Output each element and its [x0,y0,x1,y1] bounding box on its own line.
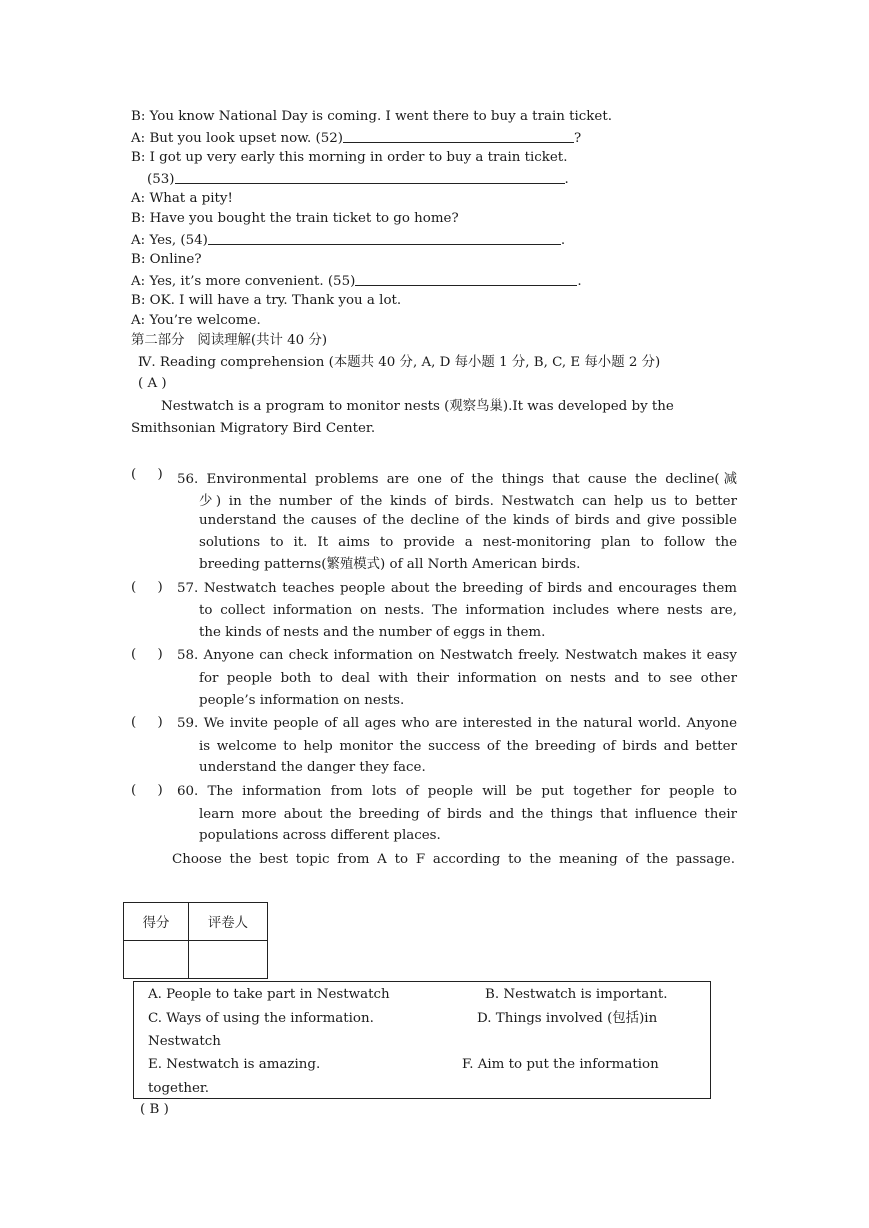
question-line: the kinds of nests and the number of eggs in them. [199,625,546,640]
dialogue-line [131,212,459,225]
question-line: 58. Anyone can check information on Nestwatch freely. Nestwatch makes it easy [177,648,737,663]
question-line: 56. Environmental problems are one of the things that cause the decline(减 [177,472,737,487]
question-line: 57. Nestwatch teaches people about the breeding of birds and encourages them [177,581,737,596]
answer-blank-53[interactable] [175,171,565,184]
question-line: 59. We invite people of all ages who are interested in the natural world. Anyone [177,716,737,731]
punctuation: . [564,172,569,187]
answer-bracket[interactable]: ( ) [131,783,163,798]
dialogue-text: B: You know National Day is coming. I went there to buy a train ticket. [131,109,612,124]
question-line: people’s information on nests. [199,693,405,708]
question-line: to collect information on nests. The information includes where nests are, [199,603,737,618]
dialogue-line [147,171,569,186]
part-a-label: ( A ) [138,376,167,391]
punctuation: . [577,274,582,289]
option-f: F. Aim to put the information [462,1057,659,1072]
grader-header: 评卷人 [189,903,268,941]
question-line: solutions to it. It aims to provide a nest-monitoring plan to follow the [199,535,737,550]
dialogue-text: B: Have you bought the train ticket to go home? [131,211,459,226]
option-d: D. Things involved (包括)in [477,1011,658,1026]
dialogue-line [131,110,612,123]
answer-bracket[interactable]: ( ) [131,467,163,482]
answer-bracket[interactable]: ( ) [131,580,163,595]
score-table [123,902,268,979]
question-line: learn more about the breeding of birds and the things that influence their [199,807,737,822]
dialogue-line [131,294,401,307]
section-title: 第二部分 阅读理解(共计 40 分) [131,333,328,348]
question-line: understand the causes of the decline of the kinds of birds and give possible [199,513,737,528]
punctuation: ? [574,131,582,146]
instruction: Choose the best topic from A to F according to the meaning of the passage. [172,852,735,867]
dialogue-text: B: Online? [131,252,202,267]
option-a: A. People to take part in Nestwatch [148,987,390,1002]
dialogue-text: A: Yes, it’s more convenient. (55) [131,274,356,289]
dialogue-text: (53) [147,172,175,187]
question-line: understand the danger they face. [199,760,426,775]
answer-bracket[interactable]: ( ) [131,647,163,662]
reading-header: Ⅳ. Reading comprehension (本题共 40 分, A, D 每小题 1 分, B, C, E 每小题 2 分) [138,355,661,370]
option-d-continued: Nestwatch [148,1034,221,1049]
question-line: 少) in the number of the kinds of birds. Nestwatch can help us to better [199,494,737,509]
dialogue-text: A: You’re welcome. [131,313,261,328]
part-b-label: ( B ) [140,1102,169,1117]
score-cell[interactable] [124,941,189,979]
question-line: for people both to deal with their information on nests and to see other [199,671,737,686]
dialogue-text: B: OK. I will have a try. Thank you a lot. [131,293,402,308]
dialogue-line [131,314,261,327]
question-line: breeding patterns(繁殖模式) of all North American birds. [199,557,581,572]
option-f-continued: together. [148,1081,210,1096]
dialogue-text: A: Yes, (54) [131,233,208,248]
score-header: 得分 [124,903,189,941]
answer-bracket[interactable]: ( ) [131,715,163,730]
dialogue-text: B: I got up very early this morning in order to buy a train ticket. [131,150,568,165]
dialogue-text: A: What a pity! [131,191,233,206]
option-c: C. Ways of using the information. [148,1011,374,1026]
dialogue-line [131,192,233,205]
question-line: 60. The information from lots of people will be put together for people to [177,784,737,799]
answer-blank-55[interactable] [355,273,577,286]
intro-line: Smithsonian Migratory Bird Center. [131,421,376,436]
dialogue-line [131,130,581,145]
option-b: B. Nestwatch is important. [485,987,668,1002]
dialogue-line [131,232,565,247]
dialogue-line [131,273,582,288]
dialogue-line [131,253,202,266]
answer-blank-52[interactable] [343,130,574,143]
option-e: E. Nestwatch is amazing. [148,1057,321,1072]
dialogue-line [131,151,567,164]
question-line: populations across different places. [199,828,441,843]
dialogue-text: A: But you look upset now. (52) [131,131,344,146]
punctuation: . [560,233,566,248]
answer-blank-54[interactable] [208,232,561,245]
grader-cell[interactable] [189,941,268,979]
question-line: is welcome to help monitor the success of the breeding of birds and better [199,739,737,754]
intro-line: Nestwatch is a program to monitor nests (观察鸟巢).It was developed by the [161,399,674,414]
